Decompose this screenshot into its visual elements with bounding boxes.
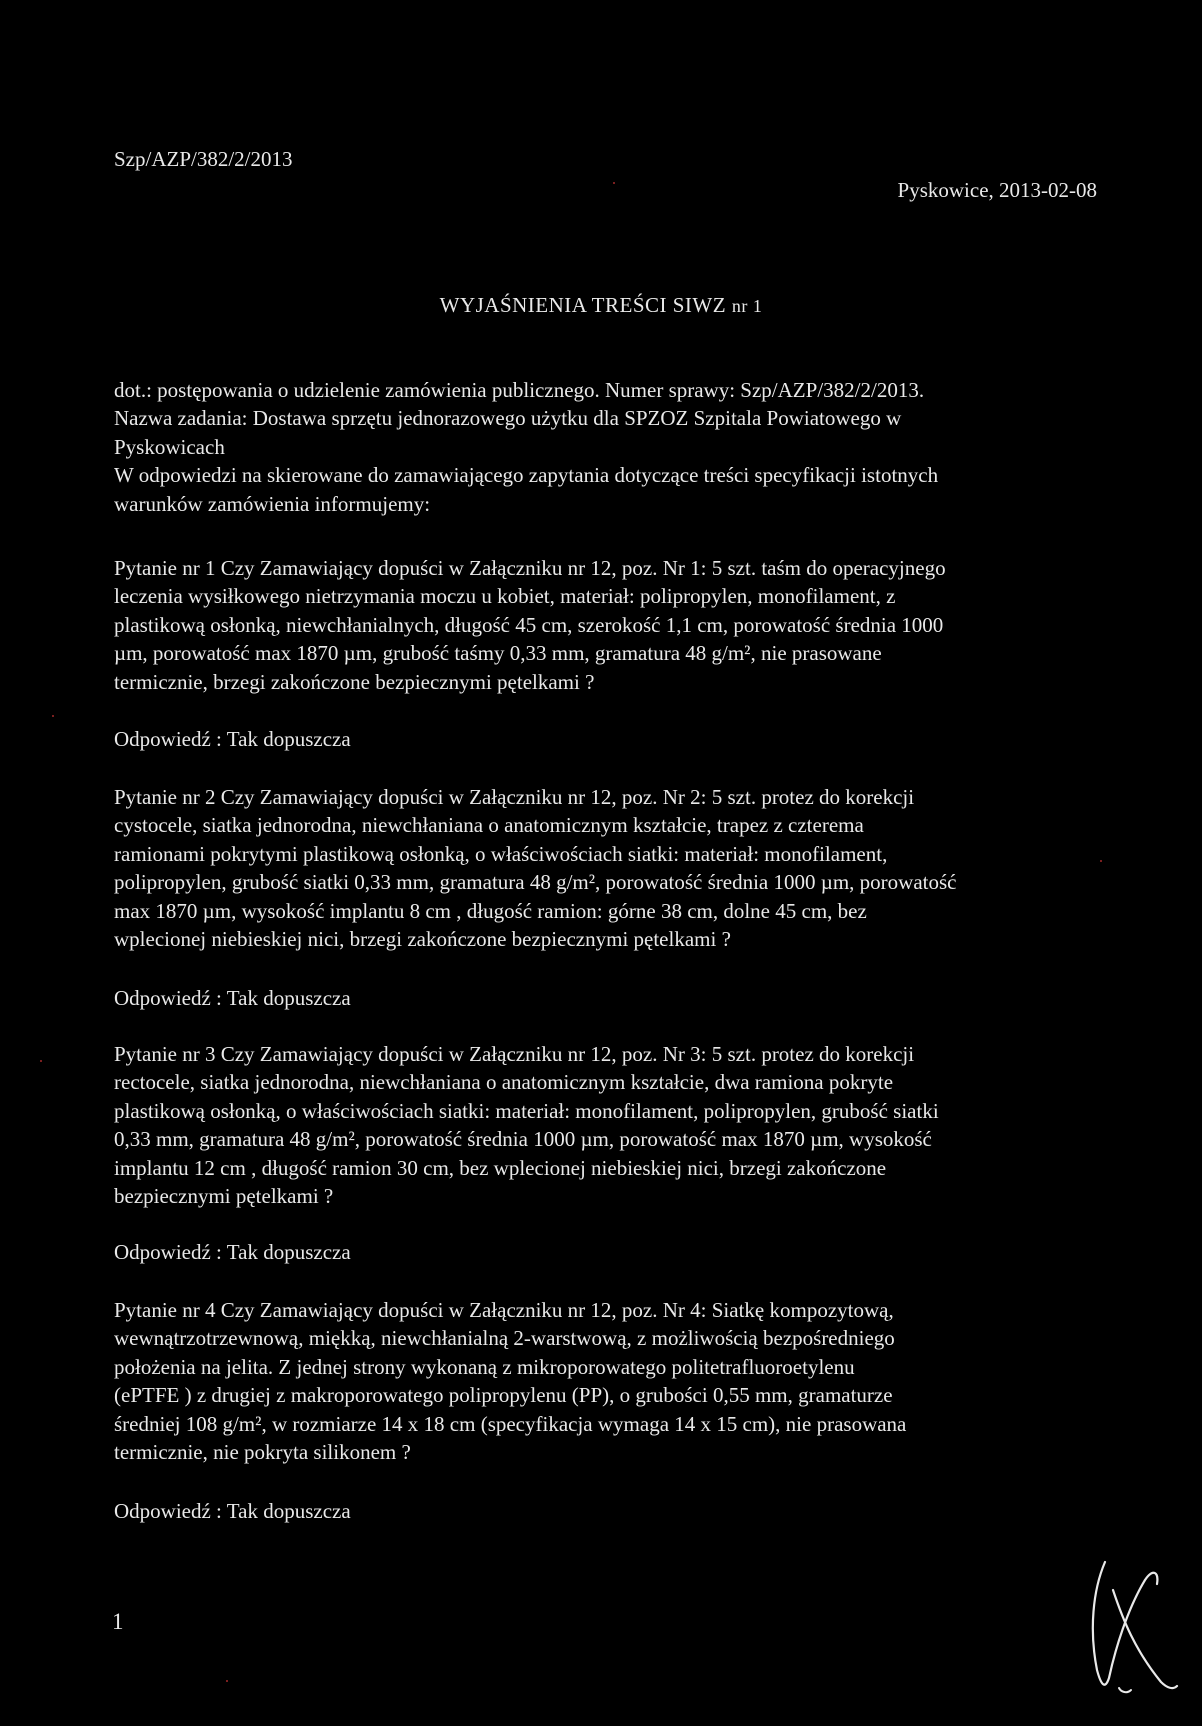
answer-text: Odpowiedź : Tak dopuszcza xyxy=(114,1240,351,1264)
intro-line: warunków zamówienia informujemy: xyxy=(114,491,431,516)
question-line: µm, porowatość max 1870 µm, grubość taśmy 0,33 mm, gramatura 48 g/m², nie prasowane xyxy=(114,641,882,666)
question-line: max 1870 µm, wysokość implantu 8 cm , długość ramion: górne 38 cm, dolne 45 cm, bez xyxy=(114,898,867,923)
question-line: termicznie, brzegi zakończone bezpiecznymi pętelkami ? xyxy=(114,669,595,694)
question-2 xyxy=(114,783,1104,953)
intro-line: Nazwa zadania: Dostawa sprzętu jednorazowego użytku dla SPZOZ Szpitala Powiatowego w xyxy=(114,406,902,431)
question-line: (ePTFE ) z drugiej z makroporowatego polipropylenu (PP), o grubości 0,55 mm, gramaturze xyxy=(114,1383,893,1408)
question-line: rectocele, siatka jednorodna, niewchłaniana o anatomicznym kształcie, dwa ramiona pokryte xyxy=(114,1070,894,1095)
question-line: wewnątrzotrzewnową, miękką, niewchłanialną 2-warstwową, z możliwością bezpośredniego xyxy=(114,1326,895,1351)
question-line: wplecionej niebieskiej nici, brzegi zakończone bezpiecznymi pętelkami ? xyxy=(114,927,731,952)
place-and-date: Pyskowice, 2013-02-08 xyxy=(897,178,1097,202)
question-line: Pytanie nr 4 Czy Zamawiający dopuści w Załączniku nr 12, poz. Nr 4: Siatkę kompozytową, xyxy=(114,1298,894,1322)
answer-text: Odpowiedź : Tak dopuszcza xyxy=(114,1499,351,1523)
question-4 xyxy=(114,1296,1104,1466)
intro-line: dot.: postępowania o udzielenie zamówienia publicznego. Numer sprawy: Szp/AZP/382/2/2013. xyxy=(114,378,925,402)
scan-speck xyxy=(40,1060,42,1062)
question-line: Pytanie nr 2 Czy Zamawiający dopuści w Załączniku nr 12, poz. Nr 2: 5 szt. protez do korekcji xyxy=(114,785,915,809)
question-line: termicznie, nie pokryta silikonem ? xyxy=(114,1440,411,1465)
answer-4 xyxy=(114,1497,1104,1525)
scan-speck xyxy=(1100,860,1102,862)
question-line: bezpiecznymi pętelkami ? xyxy=(114,1184,334,1209)
scan-speck xyxy=(613,182,615,184)
answer-text: Odpowiedź : Tak dopuszcza xyxy=(114,986,351,1010)
title-number: nr 1 xyxy=(731,296,763,316)
question-line: Pytanie nr 3 Czy Zamawiający dopuści w Załączniku nr 12, poz. Nr 3: 5 szt. protez do korekcji xyxy=(114,1042,915,1066)
handwritten-signature xyxy=(1075,1550,1185,1695)
page-number: 1 xyxy=(112,1609,124,1634)
question-line: położenia na jelita. Z jednej strony wykonaną z mikroporowatego politetrafluoroetylenu xyxy=(114,1354,855,1379)
question-line: cystocele, siatka jednorodna, niewchłaniana o anatomicznym kształcie, trapez z czterema xyxy=(114,813,864,838)
question-line: średniej 108 g/m², w rozmiarze 14 x 18 cm (specyfikacja wymaga 14 x 15 cm), nie prasowana xyxy=(114,1411,907,1436)
question-line: leczenia wysiłkowego nietrzymania moczu u kobiet, materiał: polipropylen, monofilament, z xyxy=(114,584,896,609)
scan-speck xyxy=(52,715,54,717)
question-3 xyxy=(114,1040,1104,1210)
question-line: plastikową osłonką, niewchłanialnych, długość 45 cm, szerokość 1,1 cm, porowatość średnia 1000 xyxy=(114,612,944,637)
title-text: WYJAŚNIENIA TREŚCI SIWZ xyxy=(439,293,727,317)
question-1 xyxy=(114,554,1104,696)
answer-text: Odpowiedź : Tak dopuszcza xyxy=(114,727,351,751)
intro-line: W odpowiedzi na skierowane do zamawiającego zapytania dotyczące treści specyfikacji istotnych xyxy=(114,463,939,488)
question-line: ramionami pokrytymi plastikową osłonką, o właściwościach siatki: materiał: monofilament, xyxy=(114,841,888,866)
answer-3 xyxy=(114,1238,1104,1266)
answer-1 xyxy=(114,725,1104,753)
question-line: Pytanie nr 1 Czy Zamawiający dopuści w Załączniku nr 12, poz. Nr 1: 5 szt. taśm do operacyjnego xyxy=(114,556,946,580)
answer-2 xyxy=(114,984,1104,1012)
question-line: 0,33 mm, gramatura 48 g/m², porowatość średnia 1000 µm, porowatość max 1870 µm, wysokość xyxy=(114,1127,932,1152)
question-line: polipropylen, grubość siatki 0,33 mm, gramatura 48 g/m², porowatość średnia 1000 µm, porowatość xyxy=(114,870,957,895)
intro-line: Pyskowicach xyxy=(114,434,225,459)
question-line: implantu 12 cm , długość ramion 30 cm, bez wplecionej niebieskiej nici, brzegi zakończone xyxy=(114,1155,887,1180)
scan-speck xyxy=(226,1680,228,1682)
intro-paragraph xyxy=(114,376,1104,518)
question-line: plastikową osłonką, o właściwościach siatki: materiał: monofilament, polipropylen, grubość siatki xyxy=(114,1098,939,1123)
case-reference: Szp/AZP/382/2/2013 xyxy=(114,147,293,171)
document-title xyxy=(0,291,1202,320)
